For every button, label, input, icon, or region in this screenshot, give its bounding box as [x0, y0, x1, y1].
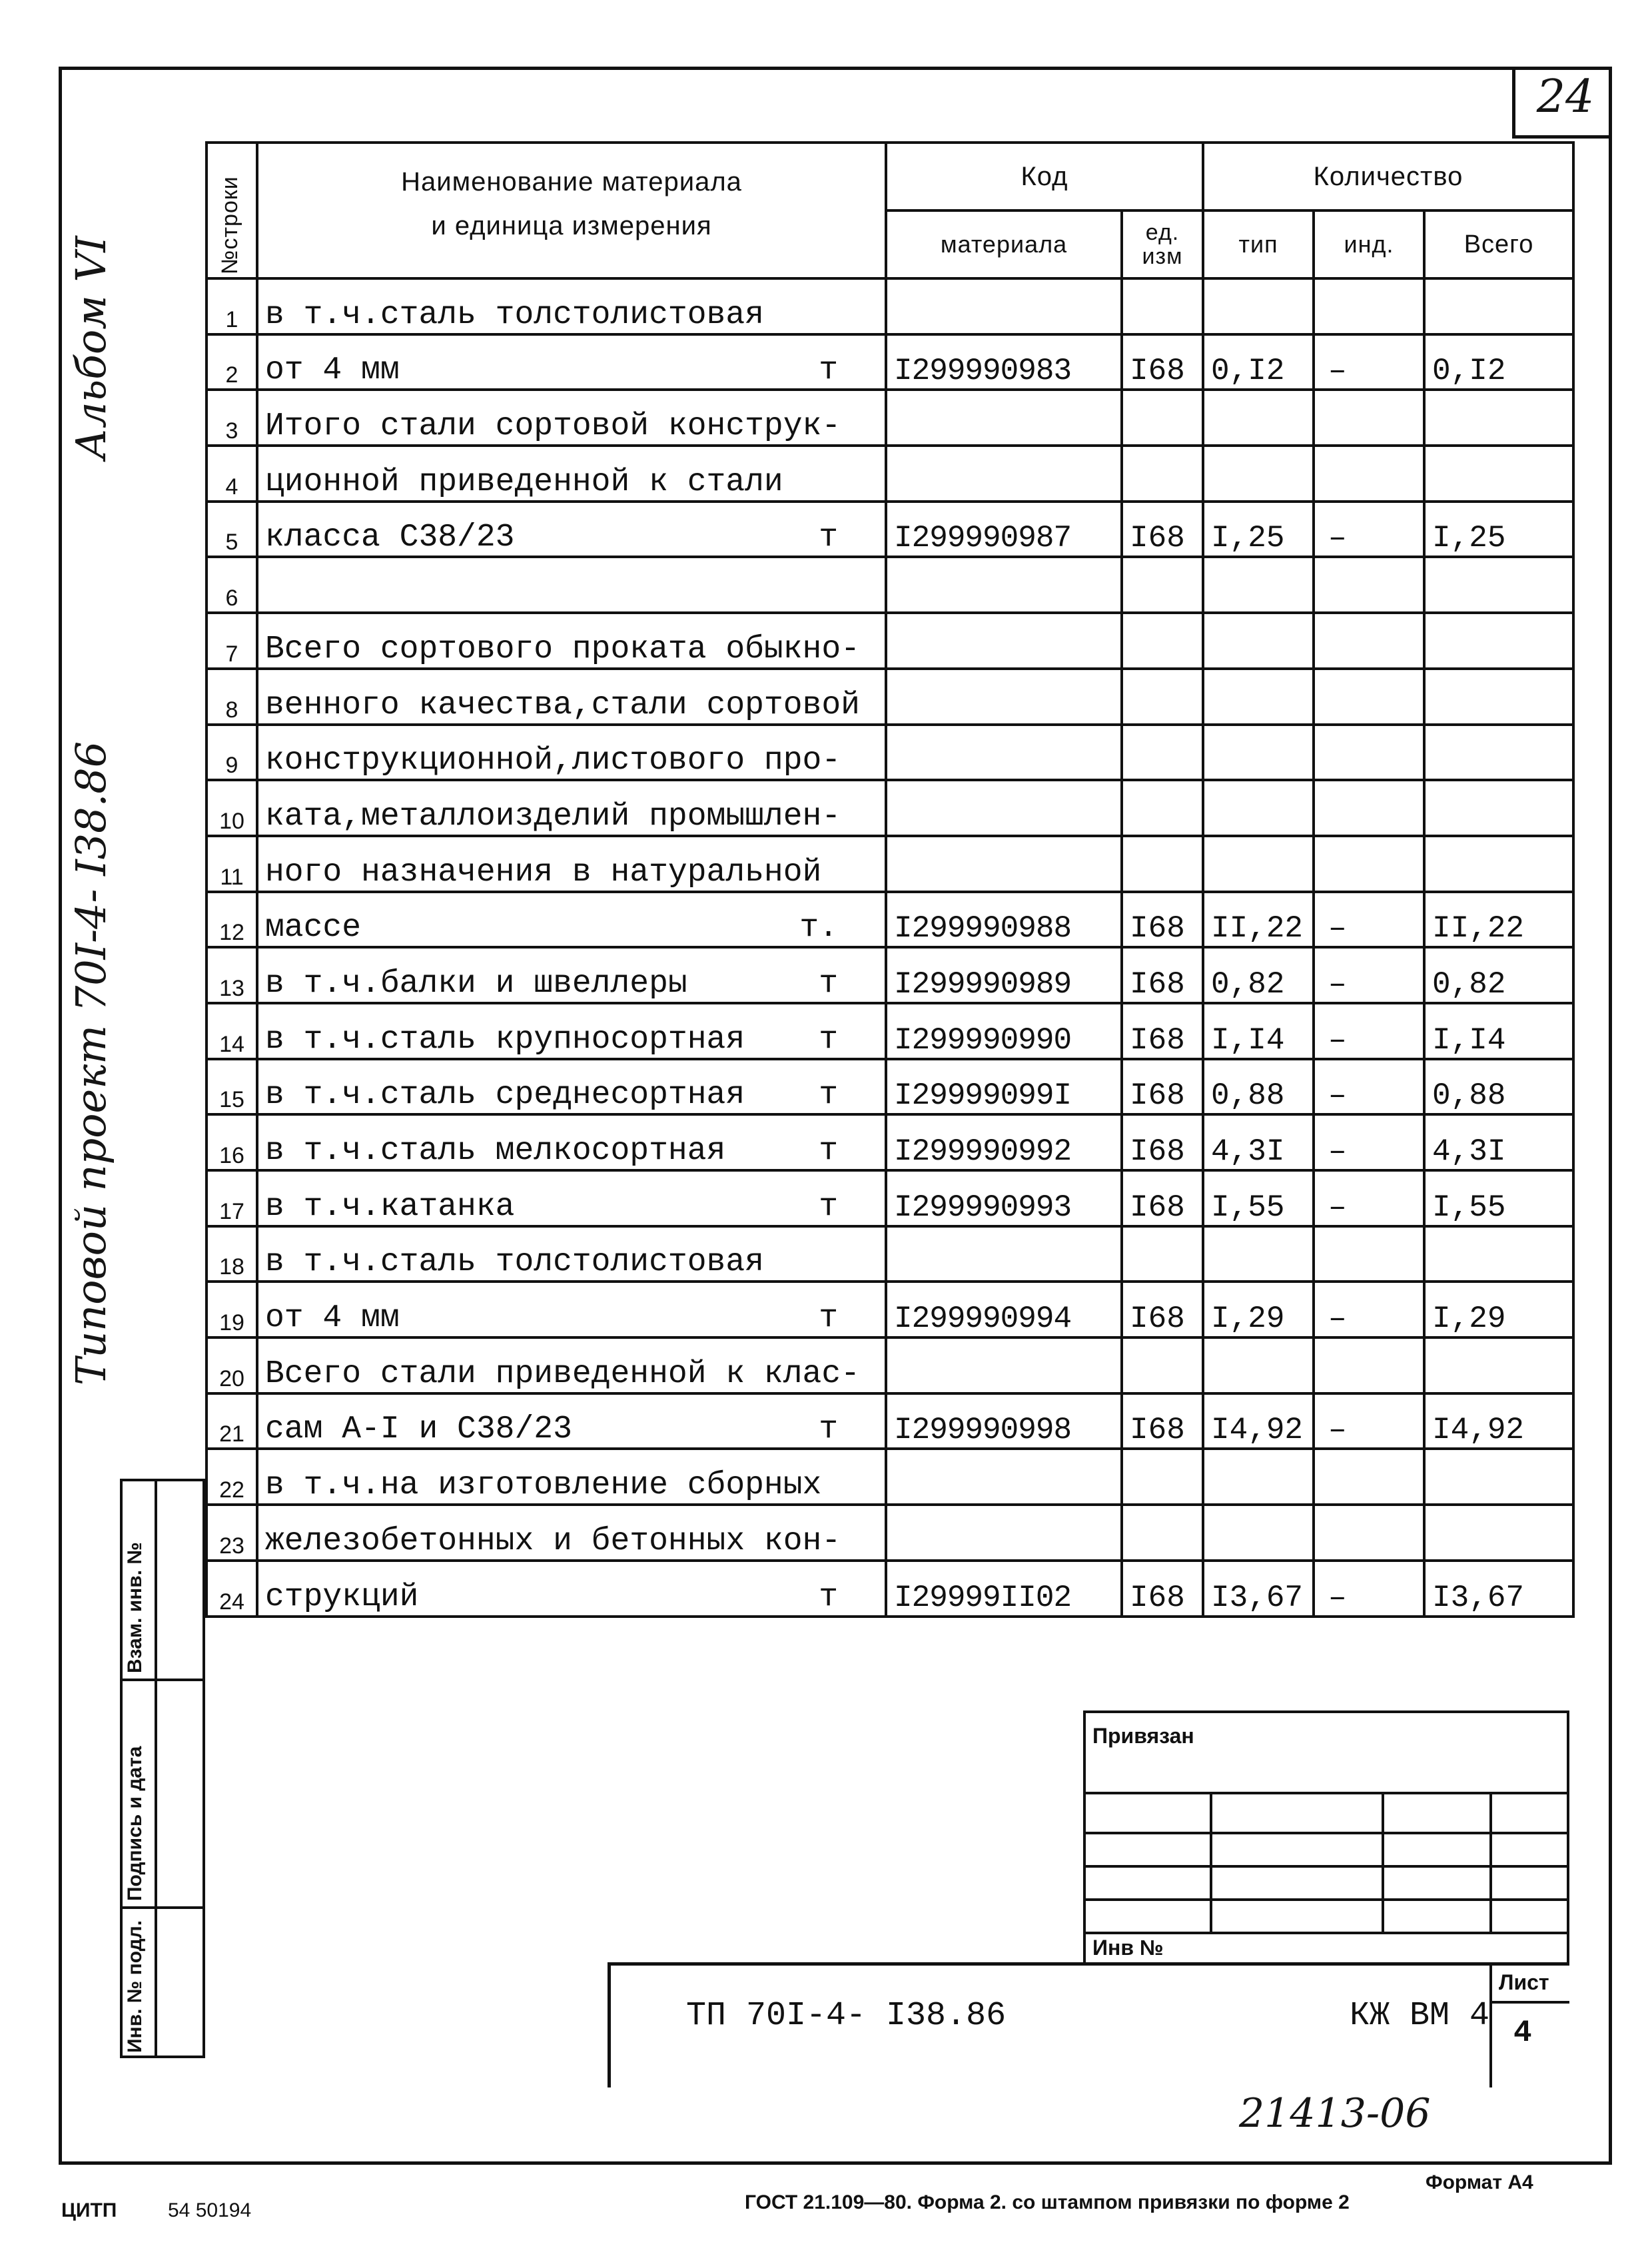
material-code: I29999099I	[886, 1059, 1122, 1115]
qty-ind	[1314, 1505, 1424, 1561]
header-row-number	[206, 143, 257, 278]
qty-type	[1203, 725, 1314, 781]
material-name-text: струкций	[265, 1579, 419, 1615]
material-unit: т	[819, 1300, 838, 1337]
table-row	[206, 390, 1573, 446]
unit-code: I68	[1122, 1393, 1203, 1449]
material-name	[257, 1114, 886, 1170]
material-code: I299990998	[886, 1393, 1122, 1449]
header-qty-total: Всего	[1424, 210, 1573, 278]
sheet-number: 4	[1513, 2016, 1532, 2050]
qty-total	[1424, 1337, 1573, 1393]
qty-total: 0,88	[1424, 1059, 1573, 1115]
material-code: I299990990	[886, 1003, 1122, 1059]
project-title: Типовой проект 70I-4- I38.86	[67, 741, 115, 1385]
material-name	[257, 1226, 886, 1282]
material-code	[886, 1449, 1122, 1505]
material-unit: т	[819, 965, 838, 1002]
material-name	[257, 502, 886, 558]
unit-code	[1122, 836, 1203, 892]
qty-type	[1203, 780, 1314, 836]
material-code: I29999II02	[886, 1561, 1122, 1617]
material-name-text: в т.ч.на изготовление сборных	[265, 1467, 822, 1504]
material-name	[257, 1505, 886, 1561]
row-number: 1	[206, 278, 257, 334]
qty-ind	[1314, 1449, 1424, 1505]
table-row	[206, 780, 1573, 836]
unit-code	[1122, 1505, 1203, 1561]
material-name-text: в т.ч.катанка	[265, 1188, 515, 1225]
row-number: 23	[206, 1505, 257, 1561]
header-qty-type: тип	[1203, 210, 1314, 278]
qty-type: I,25	[1203, 502, 1314, 558]
qty-ind: –	[1314, 947, 1424, 1003]
footer-org: ЦИТП	[61, 2199, 117, 2221]
material-code: I299990988	[886, 892, 1122, 948]
material-code	[886, 725, 1122, 781]
table-row	[206, 1003, 1573, 1059]
row-number: 15	[206, 1059, 257, 1115]
material-code	[886, 1337, 1122, 1393]
qty-type: II,22	[1203, 892, 1314, 948]
header-code-material: материала	[886, 210, 1122, 278]
qty-ind	[1314, 557, 1424, 613]
material-name-text: в т.ч.сталь мелкосортная	[265, 1133, 726, 1169]
qty-total: I,29	[1424, 1282, 1573, 1337]
unit-code: I68	[1122, 334, 1203, 390]
material-name	[257, 1003, 886, 1059]
qty-type: 0,88	[1203, 1059, 1314, 1115]
material-name	[257, 390, 886, 446]
material-unit: т	[819, 1579, 838, 1615]
material-unit: т.	[799, 910, 838, 946]
material-code	[886, 669, 1122, 725]
qty-type	[1203, 613, 1314, 669]
left-stamp-divider	[120, 1679, 205, 1681]
left-stamp-vzam: Взам. инв. №	[124, 1542, 146, 1673]
unit-code	[1122, 780, 1203, 836]
material-name-text: Всего сортового проката обыкно-	[265, 631, 860, 667]
row-number: 21	[206, 1393, 257, 1449]
unit-code: I68	[1122, 1003, 1203, 1059]
qty-ind	[1314, 278, 1424, 334]
left-stamp-divider	[155, 1479, 157, 2058]
qty-ind: –	[1314, 1561, 1424, 1617]
row-number: 7	[206, 613, 257, 669]
material-name-text: массе	[265, 910, 362, 946]
qty-ind: –	[1314, 1059, 1424, 1115]
qty-type	[1203, 390, 1314, 446]
material-name	[257, 1170, 886, 1226]
row-number: 17	[206, 1170, 257, 1226]
qty-type	[1203, 1226, 1314, 1282]
table-row	[206, 947, 1573, 1003]
material-name-text: в т.ч.сталь среднесортная	[265, 1077, 745, 1114]
unit-code: I68	[1122, 892, 1203, 948]
header-code-group: Код	[886, 143, 1203, 210]
unit-code	[1122, 557, 1203, 613]
left-stamp-divider	[155, 1479, 205, 1481]
material-name-text: от 4 мм	[265, 352, 400, 389]
qty-ind: –	[1314, 1003, 1424, 1059]
page-number: 24	[1536, 71, 1595, 123]
table-row	[206, 1337, 1573, 1393]
material-code: I299990983	[886, 334, 1122, 390]
material-name	[257, 613, 886, 669]
binding-stamp-inv: Инв №	[1092, 1936, 1164, 1960]
material-name-text: в т.ч.сталь толстолистовая	[265, 1244, 764, 1281]
table-row	[206, 502, 1573, 558]
qty-ind	[1314, 669, 1424, 725]
material-code: I299990993	[886, 1170, 1122, 1226]
qty-total	[1424, 446, 1573, 502]
material-name	[257, 1059, 886, 1115]
binding-stamp-col	[1382, 1792, 1384, 1932]
table-row	[206, 1226, 1573, 1282]
table-row	[206, 1393, 1573, 1449]
row-number: 11	[206, 836, 257, 892]
unit-code	[1122, 1337, 1203, 1393]
qty-total	[1424, 557, 1573, 613]
qty-type	[1203, 669, 1314, 725]
material-name	[257, 278, 886, 334]
row-number: 2	[206, 334, 257, 390]
material-code	[886, 446, 1122, 502]
sheet-label: Лист	[1499, 1970, 1549, 1994]
unit-code	[1122, 613, 1203, 669]
table-row	[206, 1282, 1573, 1337]
qty-ind: –	[1314, 1393, 1424, 1449]
material-name-text: железобетонных и бетонных кон-	[265, 1523, 841, 1559]
row-number: 13	[206, 947, 257, 1003]
material-code	[886, 557, 1122, 613]
qty-type	[1203, 1449, 1314, 1505]
qty-ind	[1314, 836, 1424, 892]
qty-total	[1424, 1226, 1573, 1282]
qty-ind	[1314, 780, 1424, 836]
row-number: 12	[206, 892, 257, 948]
unit-code: I68	[1122, 1059, 1203, 1115]
unit-code	[1122, 446, 1203, 502]
row-number: 20	[206, 1337, 257, 1393]
material-unit: т	[819, 1133, 838, 1169]
unit-code: I68	[1122, 502, 1203, 558]
material-name-text: в т.ч.сталь крупносортная	[265, 1021, 745, 1058]
qty-ind	[1314, 613, 1424, 669]
row-number: 14	[206, 1003, 257, 1059]
binding-stamp-line	[1083, 1832, 1569, 1834]
material-name	[257, 892, 886, 948]
material-name	[257, 334, 886, 390]
material-name-text: в т.ч.балки и швеллеры	[265, 965, 687, 1002]
table-row	[206, 334, 1573, 390]
qty-total	[1424, 1449, 1573, 1505]
qty-ind: –	[1314, 502, 1424, 558]
qty-type: 4,3I	[1203, 1114, 1314, 1170]
qty-ind	[1314, 446, 1424, 502]
qty-ind	[1314, 390, 1424, 446]
doc-code: ТП 70I-4- I38.86	[686, 1997, 1007, 2035]
binding-stamp-line	[1083, 1932, 1569, 1934]
header-code-unit	[1122, 210, 1203, 278]
qty-ind: –	[1314, 1170, 1424, 1226]
footer-order: 54 50194	[168, 2199, 252, 2221]
qty-ind	[1314, 1226, 1424, 1282]
material-unit: т	[819, 1188, 838, 1225]
material-name-text: сам А-I и С38/23	[265, 1411, 572, 1448]
qty-total: 4,3I	[1424, 1114, 1573, 1170]
material-name-text: ного назначения в натуральной	[265, 854, 822, 891]
material-name-text: Итого стали сортовой конструк-	[265, 408, 841, 445]
handwritten-number: 21413-06	[1239, 2090, 1431, 2137]
material-name	[257, 1282, 886, 1337]
header-name-line1: Наименование материала	[401, 167, 742, 196]
table-row	[206, 613, 1573, 669]
material-name-text: от 4 мм	[265, 1300, 400, 1337]
material-name	[257, 1393, 886, 1449]
qty-type	[1203, 557, 1314, 613]
qty-total	[1424, 613, 1573, 669]
qty-total	[1424, 780, 1573, 836]
table-row	[206, 669, 1573, 725]
qty-ind: –	[1314, 892, 1424, 948]
qty-ind: –	[1314, 334, 1424, 390]
qty-type	[1203, 278, 1314, 334]
row-number: 6	[206, 557, 257, 613]
qty-type: 0,I2	[1203, 334, 1314, 390]
qty-type: I4,92	[1203, 1393, 1314, 1449]
material-name	[257, 780, 886, 836]
sheet-box-divider	[1489, 2001, 1569, 2004]
material-unit: т	[819, 1077, 838, 1114]
qty-ind	[1314, 725, 1424, 781]
material-code	[886, 1226, 1122, 1282]
material-name	[257, 1449, 886, 1505]
table-row	[206, 557, 1573, 613]
qty-total: 0,82	[1424, 947, 1573, 1003]
material-code	[886, 278, 1122, 334]
material-name-text: ката,металлоизделий промышлен-	[265, 798, 841, 835]
qty-type	[1203, 1505, 1314, 1561]
header-name-line2: и единица измерения	[431, 211, 712, 240]
row-number: 4	[206, 446, 257, 502]
unit-code: I68	[1122, 1170, 1203, 1226]
unit-code: I68	[1122, 1561, 1203, 1617]
left-stamp-podpis: Подпись и дата	[124, 1746, 146, 1901]
material-name	[257, 947, 886, 1003]
row-number: 9	[206, 725, 257, 781]
qty-total: I,25	[1424, 502, 1573, 558]
left-stamp-divider	[120, 1906, 205, 1909]
table-row	[206, 1059, 1573, 1115]
header-code-unit-line1: ед.	[1145, 220, 1180, 245]
unit-code: I68	[1122, 947, 1203, 1003]
material-name	[257, 557, 886, 613]
qty-total	[1424, 836, 1573, 892]
qty-ind: –	[1314, 1282, 1424, 1337]
qty-type	[1203, 836, 1314, 892]
qty-type: I3,67	[1203, 1561, 1314, 1617]
unit-code: I68	[1122, 1282, 1203, 1337]
row-number: 8	[206, 669, 257, 725]
material-unit: т	[819, 1021, 838, 1058]
material-name-text: класса С38/23	[265, 520, 515, 556]
qty-type: I,I4	[1203, 1003, 1314, 1059]
material-code: I299990992	[886, 1114, 1122, 1170]
qty-type: I,55	[1203, 1170, 1314, 1226]
header-qty-group: Количество	[1203, 143, 1573, 210]
table-row	[206, 892, 1573, 948]
qty-total	[1424, 390, 1573, 446]
unit-code	[1122, 725, 1203, 781]
unit-code	[1122, 1226, 1203, 1282]
material-code: I299990987	[886, 502, 1122, 558]
material-code	[886, 1505, 1122, 1561]
qty-total	[1424, 278, 1573, 334]
footer-format: Формат А4	[1426, 2171, 1533, 2193]
row-number: 18	[206, 1226, 257, 1282]
material-unit: т	[819, 520, 838, 556]
material-name	[257, 669, 886, 725]
material-name-text: венного качества,стали сортовой	[265, 687, 860, 723]
header-qty-ind: инд.	[1314, 210, 1424, 278]
row-number: 5	[206, 502, 257, 558]
qty-total: I3,67	[1424, 1561, 1573, 1617]
table-row	[206, 446, 1573, 502]
qty-total: I,I4	[1424, 1003, 1573, 1059]
qty-total: I,55	[1424, 1170, 1573, 1226]
table-row	[206, 1114, 1573, 1170]
binding-stamp-col	[1210, 1792, 1212, 1932]
material-name	[257, 1561, 886, 1617]
material-name	[257, 1337, 886, 1393]
row-number: 22	[206, 1449, 257, 1505]
qty-type	[1203, 1337, 1314, 1393]
material-name	[257, 446, 886, 502]
material-name-text: ционной приведенной к стали	[265, 464, 783, 500]
unit-code	[1122, 669, 1203, 725]
qty-ind: –	[1314, 1114, 1424, 1170]
binding-stamp-title: Привязан	[1092, 1724, 1194, 1748]
row-number: 16	[206, 1114, 257, 1170]
qty-total	[1424, 669, 1573, 725]
qty-total: 0,I2	[1424, 334, 1573, 390]
header-code-unit-line2: изм	[1142, 244, 1183, 269]
album-title: Альбом VI	[67, 236, 115, 460]
table-row	[206, 1505, 1573, 1561]
binding-stamp-line	[1083, 1898, 1569, 1901]
doc-mark: КЖ ВМ 4	[1350, 1997, 1490, 2035]
qty-total: I4,92	[1424, 1393, 1573, 1449]
material-code: I299990994	[886, 1282, 1122, 1337]
material-code	[886, 836, 1122, 892]
unit-code	[1122, 390, 1203, 446]
qty-type	[1203, 446, 1314, 502]
table-row	[206, 1561, 1573, 1617]
unit-code	[1122, 278, 1203, 334]
qty-ind	[1314, 1337, 1424, 1393]
qty-total: II,22	[1424, 892, 1573, 948]
table-row	[206, 278, 1573, 334]
binding-stamp-col	[1489, 1792, 1492, 1932]
table-row	[206, 1170, 1573, 1226]
binding-stamp-line	[1083, 1865, 1569, 1868]
material-code	[886, 390, 1122, 446]
row-number: 3	[206, 390, 257, 446]
material-code	[886, 613, 1122, 669]
materials-table	[205, 141, 1575, 1618]
binding-stamp	[1083, 1710, 1569, 1965]
binding-stamp-line	[1083, 1792, 1569, 1794]
header-name	[257, 143, 886, 278]
material-unit: т	[819, 1411, 838, 1448]
table-row	[206, 725, 1573, 781]
left-stamp-inv-podl: Инв. № подл.	[124, 1920, 146, 2053]
unit-code: I68	[1122, 1114, 1203, 1170]
material-name-text: в т.ч.сталь толстолистовая	[265, 296, 764, 333]
material-unit: т	[819, 352, 838, 389]
material-name	[257, 836, 886, 892]
unit-code	[1122, 1449, 1203, 1505]
footer-gost: ГОСТ 21.109—80. Форма 2. со штампом привязки по форме 2	[745, 2191, 1350, 2213]
row-number: 19	[206, 1282, 257, 1337]
qty-type: 0,82	[1203, 947, 1314, 1003]
qty-type: I,29	[1203, 1282, 1314, 1337]
table-row	[206, 836, 1573, 892]
qty-total	[1424, 1505, 1573, 1561]
qty-total	[1424, 725, 1573, 781]
material-name-text: Всего стали приведенной к клас-	[265, 1355, 860, 1392]
header-row-number-label: №строки	[217, 176, 242, 274]
row-number: 24	[206, 1561, 257, 1617]
row-number: 10	[206, 780, 257, 836]
table-row	[206, 1449, 1573, 1505]
material-code: I299990989	[886, 947, 1122, 1003]
material-code	[886, 780, 1122, 836]
material-name-text: конструкционной,листового про-	[265, 743, 841, 779]
material-name	[257, 725, 886, 781]
